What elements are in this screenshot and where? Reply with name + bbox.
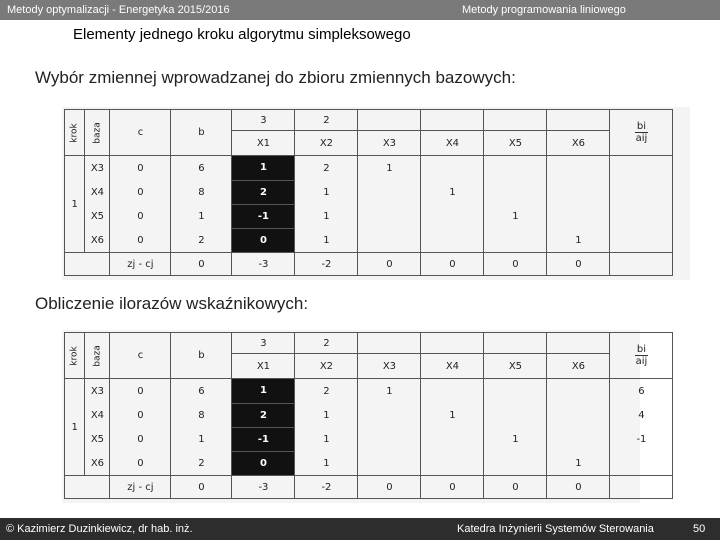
base-var: X5 bbox=[85, 427, 110, 451]
var-header-x2: X2 bbox=[295, 131, 358, 156]
var-header-x3: X3 bbox=[358, 354, 421, 379]
base-var: X6 bbox=[85, 228, 110, 253]
krok-label: krok bbox=[69, 123, 80, 143]
coef-x3: 1 bbox=[358, 379, 421, 404]
coef-x4 bbox=[421, 379, 484, 404]
z-rhs: 0 bbox=[171, 476, 232, 499]
basis-cost: 0 bbox=[110, 180, 171, 204]
footer-department: Katedra Inżynierii Systemów Sterowania bbox=[457, 523, 654, 535]
reduced-cost-x4: 0 bbox=[421, 476, 484, 499]
var-header-x3: X3 bbox=[358, 131, 421, 156]
coef-x3 bbox=[358, 403, 421, 427]
coef-x2: 2 bbox=[295, 156, 358, 181]
coef-x6 bbox=[547, 403, 610, 427]
coef-x1: -1 bbox=[232, 427, 295, 451]
basis-cost: 0 bbox=[110, 403, 171, 427]
coef-x2: 1 bbox=[295, 180, 358, 204]
coef-x3 bbox=[358, 228, 421, 253]
coef-x1: 0 bbox=[232, 228, 295, 253]
krok-label: krok bbox=[69, 346, 80, 366]
basis-cost: 0 bbox=[110, 228, 171, 253]
basis-cost: 0 bbox=[110, 156, 171, 181]
rhs-value: 2 bbox=[171, 228, 232, 253]
coef-x1: 2 bbox=[232, 403, 295, 427]
coef-x5 bbox=[484, 379, 547, 404]
var-header-x4: X4 bbox=[421, 354, 484, 379]
coef-x3 bbox=[358, 427, 421, 451]
coef-x3: 1 bbox=[358, 156, 421, 181]
rhs-value: 6 bbox=[171, 379, 232, 404]
baza-label: baza bbox=[92, 345, 103, 367]
baza-header bbox=[85, 110, 110, 156]
baza-header bbox=[85, 333, 110, 379]
coef-x5: 1 bbox=[484, 427, 547, 451]
page-number: 50 bbox=[693, 523, 706, 535]
cost-empty bbox=[547, 333, 610, 354]
coef-x6: 1 bbox=[547, 228, 610, 253]
coef-x6 bbox=[547, 204, 610, 228]
coef-x2: 2 bbox=[295, 379, 358, 404]
ratio-denominator: aij bbox=[635, 356, 648, 367]
coef-x3 bbox=[358, 451, 421, 476]
coef-x2: 1 bbox=[295, 204, 358, 228]
rhs-value: 8 bbox=[171, 180, 232, 204]
krok-header bbox=[65, 110, 85, 156]
base-var: X3 bbox=[85, 379, 110, 404]
var-header-x6: X6 bbox=[547, 131, 610, 156]
baza-label: baza bbox=[92, 122, 103, 144]
reduced-cost-x6: 0 bbox=[547, 253, 610, 276]
section2-heading: Obliczenie ilorazów wskaźnikowych: bbox=[35, 294, 309, 313]
b-header: b bbox=[171, 110, 232, 156]
var-header-x1: X1 bbox=[232, 131, 295, 156]
ratio-value bbox=[610, 204, 673, 228]
basis-cost: 0 bbox=[110, 204, 171, 228]
coef-x3 bbox=[358, 204, 421, 228]
ratio-header bbox=[610, 110, 673, 156]
ratio-denominator: aij bbox=[635, 133, 648, 144]
coef-x2: 1 bbox=[295, 403, 358, 427]
base-var: X5 bbox=[85, 204, 110, 228]
footer-author: © Kazimierz Duzinkiewicz, dr hab. inż. bbox=[6, 523, 193, 535]
coef-x6 bbox=[547, 379, 610, 404]
coef-x5 bbox=[484, 451, 547, 476]
var-header-x1: X1 bbox=[232, 354, 295, 379]
var-header-x6: X6 bbox=[547, 354, 610, 379]
coef-x4 bbox=[421, 204, 484, 228]
cost-x2: 2 bbox=[295, 333, 358, 354]
coef-x1: 1 bbox=[232, 379, 295, 404]
coef-x4 bbox=[421, 427, 484, 451]
coef-x4 bbox=[421, 451, 484, 476]
var-header-x4: X4 bbox=[421, 131, 484, 156]
coef-x4: 1 bbox=[421, 180, 484, 204]
basis-cost: 0 bbox=[110, 379, 171, 404]
reduced-cost-x1: -3 bbox=[232, 476, 295, 499]
coef-x6 bbox=[547, 180, 610, 204]
reduced-cost-x5: 0 bbox=[484, 253, 547, 276]
reduced-cost-x3: 0 bbox=[358, 476, 421, 499]
base-var: X6 bbox=[85, 451, 110, 476]
var-header-x2: X2 bbox=[295, 354, 358, 379]
coef-x2: 1 bbox=[295, 427, 358, 451]
coef-x5 bbox=[484, 156, 547, 181]
ratio-value bbox=[610, 228, 673, 253]
zj-cj-label: zj - cj bbox=[110, 253, 171, 276]
ratio-value: -1 bbox=[610, 427, 673, 451]
cost-empty bbox=[358, 110, 421, 131]
cost-x1: 3 bbox=[232, 110, 295, 131]
base-var: X4 bbox=[85, 403, 110, 427]
ratio-value: 4 bbox=[610, 403, 673, 427]
cost-empty bbox=[421, 110, 484, 131]
reduced-cost-x5: 0 bbox=[484, 476, 547, 499]
ratio-numerator: bi bbox=[636, 121, 646, 132]
var-header-x5: X5 bbox=[484, 131, 547, 156]
coef-x6 bbox=[547, 427, 610, 451]
krok-header bbox=[65, 333, 85, 379]
rhs-value: 8 bbox=[171, 403, 232, 427]
rhs-value: 6 bbox=[171, 156, 232, 181]
b-header: b bbox=[171, 333, 232, 379]
section1-heading: Wybór zmiennej wprowadzanej do zbioru zmiennych bazowych: bbox=[35, 68, 516, 87]
var-header-x5: X5 bbox=[484, 354, 547, 379]
z-row-spacer bbox=[65, 476, 110, 499]
coef-x6 bbox=[547, 156, 610, 181]
reduced-cost-x2: -2 bbox=[295, 476, 358, 499]
ratio-value bbox=[610, 451, 673, 476]
ratio-numerator: bi bbox=[636, 344, 646, 355]
coef-x4: 1 bbox=[421, 403, 484, 427]
cost-empty bbox=[421, 333, 484, 354]
zj-cj-label: zj - cj bbox=[110, 476, 171, 499]
reduced-cost-x6: 0 bbox=[547, 476, 610, 499]
ratio-value bbox=[610, 156, 673, 181]
rhs-value: 1 bbox=[171, 427, 232, 451]
step-number: 1 bbox=[65, 379, 85, 476]
cost-empty bbox=[484, 333, 547, 354]
rhs-value: 1 bbox=[171, 204, 232, 228]
rhs-value: 2 bbox=[171, 451, 232, 476]
simplex-table-2 bbox=[64, 332, 673, 499]
coef-x4 bbox=[421, 228, 484, 253]
z-row-spacer bbox=[65, 253, 110, 276]
coef-x3 bbox=[358, 180, 421, 204]
coef-x6: 1 bbox=[547, 451, 610, 476]
c-header: c bbox=[110, 333, 171, 379]
cost-empty bbox=[484, 110, 547, 131]
c-header: c bbox=[110, 110, 171, 156]
slide-title: Elementy jednego kroku algorytmu simpleksowego bbox=[73, 26, 411, 43]
ratio-value: 6 bbox=[610, 379, 673, 404]
z-rhs: 0 bbox=[171, 253, 232, 276]
z-ratio-empty bbox=[610, 476, 673, 499]
coef-x5 bbox=[484, 228, 547, 253]
basis-cost: 0 bbox=[110, 427, 171, 451]
reduced-cost-x2: -2 bbox=[295, 253, 358, 276]
coef-x1: 1 bbox=[232, 156, 295, 181]
coef-x2: 1 bbox=[295, 451, 358, 476]
basis-cost: 0 bbox=[110, 451, 171, 476]
reduced-cost-x1: -3 bbox=[232, 253, 295, 276]
simplex-table-1 bbox=[64, 109, 673, 276]
coef-x1: -1 bbox=[232, 204, 295, 228]
cost-x1: 3 bbox=[232, 333, 295, 354]
section-title: Metody programowania liniowego bbox=[462, 4, 626, 16]
base-var: X4 bbox=[85, 180, 110, 204]
coef-x5: 1 bbox=[484, 204, 547, 228]
cost-x2: 2 bbox=[295, 110, 358, 131]
coef-x5 bbox=[484, 403, 547, 427]
z-ratio-empty bbox=[610, 253, 673, 276]
course-title: Metody optymalizacji - Energetyka 2015/2016 bbox=[7, 4, 230, 16]
coef-x1: 2 bbox=[232, 180, 295, 204]
ratio-header bbox=[610, 333, 673, 379]
cost-empty bbox=[358, 333, 421, 354]
reduced-cost-x3: 0 bbox=[358, 253, 421, 276]
reduced-cost-x4: 0 bbox=[421, 253, 484, 276]
base-var: X3 bbox=[85, 156, 110, 181]
ratio-value bbox=[610, 180, 673, 204]
coef-x5 bbox=[484, 180, 547, 204]
coef-x2: 1 bbox=[295, 228, 358, 253]
coef-x1: 0 bbox=[232, 451, 295, 476]
coef-x4 bbox=[421, 156, 484, 181]
cost-empty bbox=[547, 110, 610, 131]
step-number: 1 bbox=[65, 156, 85, 253]
